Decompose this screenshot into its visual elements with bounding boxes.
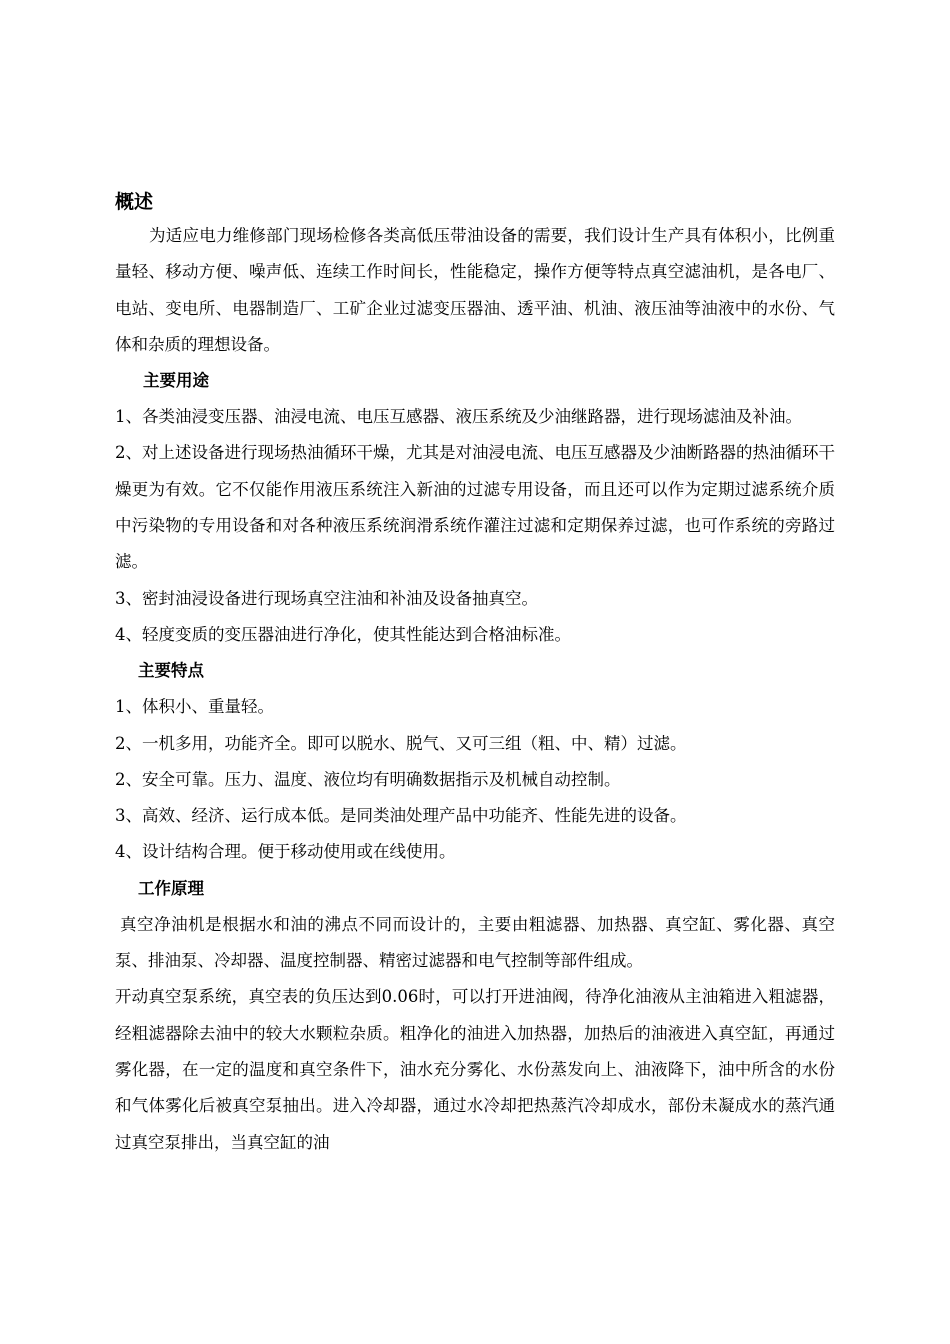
features-item-2: 2、一机多用，功能齐全。即可以脱水、脱气、又可三组（粗、中、精）过滤。 <box>115 733 687 753</box>
uses-item-3: 3、密封油浸设备进行现场真空注油和补油及设备抽真空。 <box>115 588 538 608</box>
uses-item-2: 2、对上述设备进行现场热油循环干燥，尤其是对油浸电流、电压互感器及少油断路器的热油循环干燥更为有效。它不仅能作用液压系统注入新油的过滤专用设备，而且还可以作为定期过滤系统介质中污染物的专用设备和对各种液压系统润滑系统作灌注过滤和定期保养过滤，也可作系统的旁路过滤。 <box>115 443 835 572</box>
features-item-4: 3、高效、经济、运行成本低。是同类油处理产品中功能齐、性能先进的设备。 <box>115 806 687 826</box>
page-title: 概述 <box>115 191 154 213</box>
uses-item-4: 4、轻度变质的变压器油进行净化，使其性能达到合格油标准。 <box>115 624 571 644</box>
principle-heading: 工作原理 <box>138 878 204 898</box>
principle-paragraph-2: 开动真空泵系统，真空表的负压达到0.06时，可以打开进油阀，待净化油液从主油箱进入粗滤器，经粗滤器除去油中的较大水颗粒杂质。粗净化的油进入加热器，加热后的油液进入真空缸，再通过雾化器，在一定的温度和真空条件下，油水充分雾化、水份蒸发向上、油液降下，油中所含的水份和气体雾化后被真空泵抽出。进入冷却器，通过水冷却把热蒸汽冷却成水，部份未凝成水的蒸汽通过真空泵排出，当真空缸的油 <box>115 987 835 1152</box>
principle-paragraph-1: 真空净油机是根据水和油的沸点不同而设计的，主要由粗滤器、加热器、真空缸、雾化器、真空泵、排油泵、冷却器、温度控制器、精密过滤器和电气控制等部件组成。 <box>115 914 835 971</box>
document-page <box>115 186 835 1161</box>
features-heading: 主要特点 <box>138 661 204 681</box>
features-item-3: 2、安全可靠。压力、温度、液位均有明确数据指示及机械自动控制。 <box>115 769 621 789</box>
features-item-5: 4、设计结构合理。便于移动使用或在线使用。 <box>115 842 456 862</box>
uses-item-1: 1、各类油浸变压器、油浸电流、电压互感器、液压系统及少油继路器，进行现场滤油及补油。 <box>115 407 802 427</box>
uses-heading: 主要用途 <box>143 371 209 391</box>
features-item-1: 1、体积小、重量轻。 <box>115 697 274 717</box>
intro-paragraph: 为适应电力维修部门现场检修各类高低压带油设备的需要，我们设计生产具有体积小，比例重量轻、移动方便、噪声低、连续工作时间长，性能稳定，操作方便等特点真空滤油机，是各电厂、电站、变电所、电器制造厂、工矿企业过滤变压器油、透平油、机油、液压油等油液中的水份、气体和杂质的理想设备。 <box>115 226 835 354</box>
